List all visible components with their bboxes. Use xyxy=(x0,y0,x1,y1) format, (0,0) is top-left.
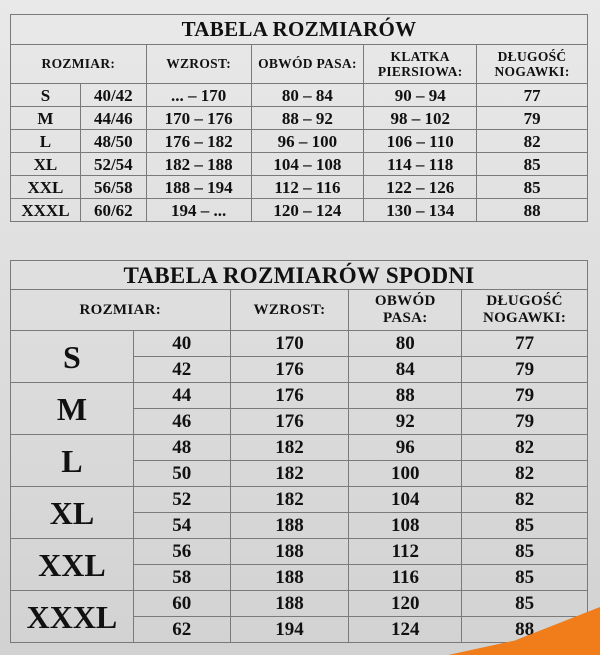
eu-size-cell: 60/62 xyxy=(80,199,146,222)
eu-size-cell: 58 xyxy=(133,565,230,591)
leg-length-cell: 82 xyxy=(477,130,588,153)
height-cell: 188 – 194 xyxy=(146,176,251,199)
chest-cell: 98 – 102 xyxy=(364,107,477,130)
eu-size-cell: 52/54 xyxy=(80,153,146,176)
leg-length-cell: 85 xyxy=(462,565,588,591)
leg-length-cell: 88 xyxy=(462,617,588,643)
header-klatka-piersiowa: KLATKA PIERSIOWA: xyxy=(364,45,477,84)
waist-cell: 124 xyxy=(349,617,462,643)
size-cell: XXXL xyxy=(11,591,134,643)
eu-size-cell: 62 xyxy=(133,617,230,643)
eu-size-cell: 42 xyxy=(133,357,230,383)
size-cell: M xyxy=(11,107,81,130)
height-cell: 176 – 182 xyxy=(146,130,251,153)
eu-size-cell: 40/42 xyxy=(80,84,146,107)
waist-cell: 80 – 84 xyxy=(251,84,364,107)
height-cell: 188 xyxy=(230,539,349,565)
header-obwod-pasa: OBWÓD PASA: xyxy=(251,45,364,84)
header-wzrost: WZROST: xyxy=(146,45,251,84)
leg-length-cell: 82 xyxy=(462,487,588,513)
waist-cell: 112 xyxy=(349,539,462,565)
chest-cell: 122 – 126 xyxy=(364,176,477,199)
leg-length-cell: 88 xyxy=(477,199,588,222)
leg-length-cell: 79 xyxy=(462,409,588,435)
height-cell: ... – 170 xyxy=(146,84,251,107)
table-row xyxy=(11,107,588,130)
size-cell: S xyxy=(11,331,134,383)
waist-cell: 120 – 124 xyxy=(251,199,364,222)
height-cell: 170 – 176 xyxy=(146,107,251,130)
table-row xyxy=(11,435,588,461)
table-row xyxy=(11,487,588,513)
waist-cell: 88 – 92 xyxy=(251,107,364,130)
table-row xyxy=(11,130,588,153)
height-cell: 182 xyxy=(230,435,349,461)
leg-length-cell: 85 xyxy=(462,591,588,617)
eu-size-cell: 56 xyxy=(133,539,230,565)
eu-size-cell: 44/46 xyxy=(80,107,146,130)
height-cell: 194 xyxy=(230,617,349,643)
waist-cell: 88 xyxy=(349,383,462,409)
leg-length-cell: 85 xyxy=(462,513,588,539)
size-table-title: TABELA ROZMIARÓW xyxy=(11,15,588,45)
eu-size-cell: 52 xyxy=(133,487,230,513)
size-cell: M xyxy=(11,383,134,435)
pants-size-table xyxy=(10,260,588,643)
leg-length-cell: 79 xyxy=(477,107,588,130)
header-wzrost: WZROST: xyxy=(230,290,349,331)
size-cell: L xyxy=(11,130,81,153)
size-cell: XL xyxy=(11,487,134,539)
leg-length-cell: 77 xyxy=(462,331,588,357)
height-cell: 188 xyxy=(230,513,349,539)
size-cell: XXL xyxy=(11,176,81,199)
size-table xyxy=(10,14,588,222)
height-cell: 188 xyxy=(230,591,349,617)
height-cell: 176 xyxy=(230,357,349,383)
waist-cell: 80 xyxy=(349,331,462,357)
table-row xyxy=(11,539,588,565)
waist-cell: 112 – 116 xyxy=(251,176,364,199)
height-cell: 176 xyxy=(230,383,349,409)
size-cell: XL xyxy=(11,153,81,176)
waist-cell: 116 xyxy=(349,565,462,591)
eu-size-cell: 60 xyxy=(133,591,230,617)
header-rozmiar: ROZMIAR: xyxy=(11,45,147,84)
leg-length-cell: 85 xyxy=(462,539,588,565)
eu-size-cell: 48 xyxy=(133,435,230,461)
height-cell: 182 – 188 xyxy=(146,153,251,176)
waist-cell: 108 xyxy=(349,513,462,539)
table-row xyxy=(11,84,588,107)
size-cell: XXL xyxy=(11,539,134,591)
waist-cell: 84 xyxy=(349,357,462,383)
height-cell: 176 xyxy=(230,409,349,435)
leg-length-cell: 77 xyxy=(477,84,588,107)
chest-cell: 114 – 118 xyxy=(364,153,477,176)
leg-length-cell: 79 xyxy=(462,357,588,383)
table-row xyxy=(11,153,588,176)
leg-length-cell: 85 xyxy=(477,153,588,176)
eu-size-cell: 54 xyxy=(133,513,230,539)
height-cell: 182 xyxy=(230,487,349,513)
header-rozmiar: ROZMIAR: xyxy=(11,290,231,331)
waist-cell: 104 – 108 xyxy=(251,153,364,176)
chest-cell: 130 – 134 xyxy=(364,199,477,222)
height-cell: 170 xyxy=(230,331,349,357)
header-obwod-pasa: OBWÓD PASA: xyxy=(349,290,462,331)
leg-length-cell: 82 xyxy=(462,461,588,487)
table-row xyxy=(11,199,588,222)
header-dlugosc-nogawki: DŁUGOŚĆ NOGAWKI: xyxy=(477,45,588,84)
pants-table-title: TABELA ROZMIARÓW SPODNI xyxy=(11,261,588,290)
table-row xyxy=(11,176,588,199)
header-dlugosc-nogawki: DŁUGOŚĆ NOGAWKI: xyxy=(462,290,588,331)
waist-cell: 96 – 100 xyxy=(251,130,364,153)
table-row xyxy=(11,383,588,409)
leg-length-cell: 85 xyxy=(477,176,588,199)
eu-size-cell: 44 xyxy=(133,383,230,409)
eu-size-cell: 56/58 xyxy=(80,176,146,199)
eu-size-cell: 46 xyxy=(133,409,230,435)
size-cell: S xyxy=(11,84,81,107)
table-row xyxy=(11,331,588,357)
eu-size-cell: 48/50 xyxy=(80,130,146,153)
waist-cell: 100 xyxy=(349,461,462,487)
waist-cell: 92 xyxy=(349,409,462,435)
waist-cell: 120 xyxy=(349,591,462,617)
chest-cell: 90 – 94 xyxy=(364,84,477,107)
leg-length-cell: 82 xyxy=(462,435,588,461)
eu-size-cell: 50 xyxy=(133,461,230,487)
height-cell: 182 xyxy=(230,461,349,487)
waist-cell: 96 xyxy=(349,435,462,461)
size-cell: L xyxy=(11,435,134,487)
chest-cell: 106 – 110 xyxy=(364,130,477,153)
size-cell: XXXL xyxy=(11,199,81,222)
eu-size-cell: 40 xyxy=(133,331,230,357)
waist-cell: 104 xyxy=(349,487,462,513)
height-cell: 188 xyxy=(230,565,349,591)
table-row xyxy=(11,591,588,617)
height-cell: 194 – ... xyxy=(146,199,251,222)
leg-length-cell: 79 xyxy=(462,383,588,409)
